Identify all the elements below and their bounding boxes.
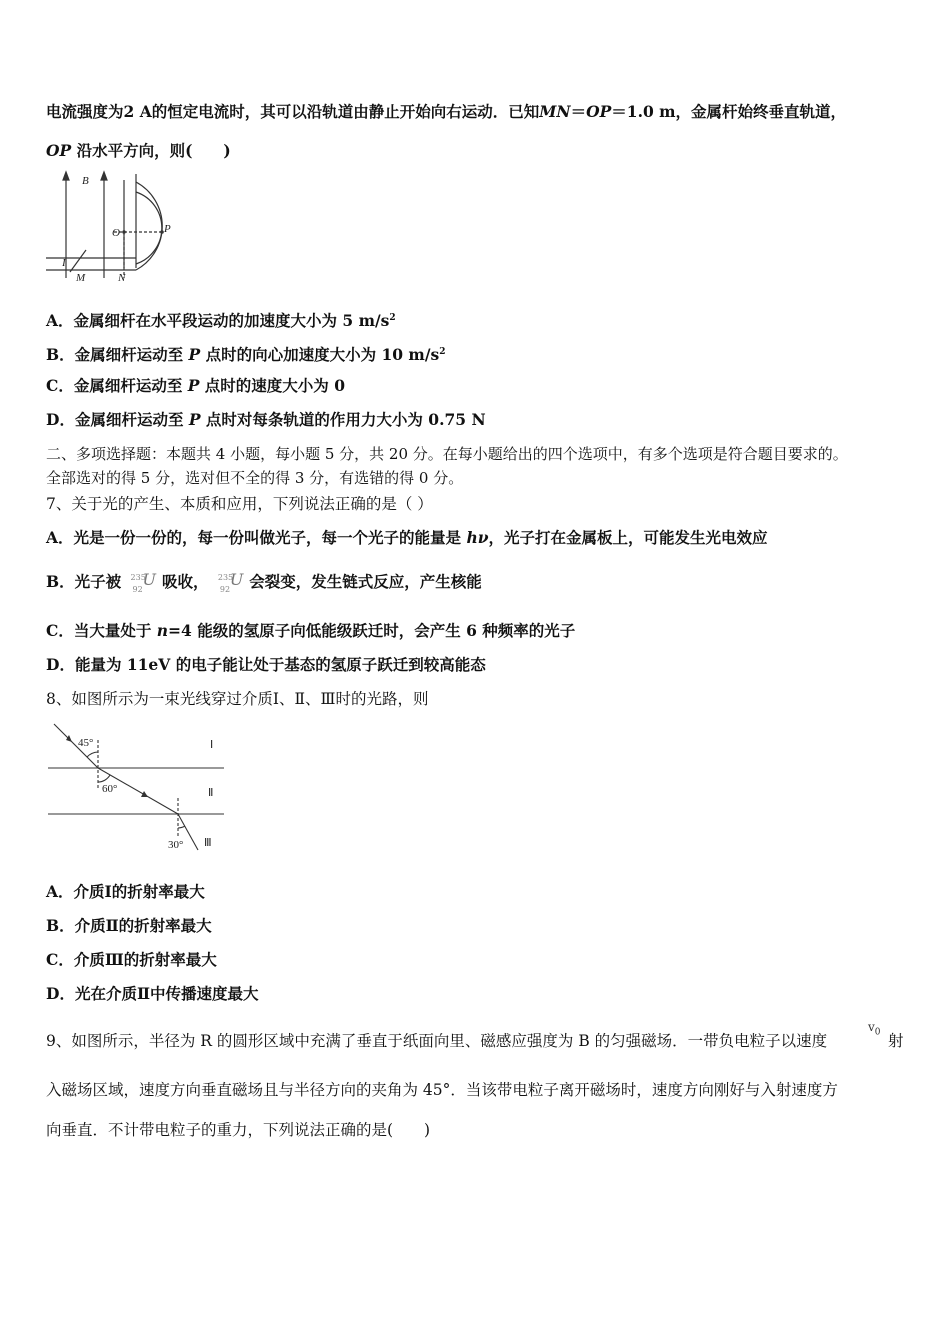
superscript: 2 xyxy=(389,313,396,323)
q7-option-d xyxy=(46,655,486,675)
arrow-head-icon xyxy=(141,791,148,797)
section-2-instructions-1: 二、多项选择题：本题共 4 小题，每小题 5 分，共 20 分。在每小题给出的四个选项中，有多个选项是符合题目要求的。 xyxy=(46,445,848,463)
arrow-head-icon xyxy=(63,172,69,180)
q9-line-3: 向垂直．不计带电粒子的重力，下列说法正确的是( ) xyxy=(46,1121,431,1139)
q9-line-2: 入磁场区域，速度方向垂直磁场且与半径方向的夹角为 45°．当该带电粒子离开磁场时，速度方向刚好与入射速度方 xyxy=(46,1081,838,1099)
angle-30-label: 30° xyxy=(168,839,184,851)
option-letter: B． xyxy=(46,916,75,935)
v-symbol: v xyxy=(868,1020,875,1034)
q7-option-b xyxy=(46,572,482,594)
option-letter: C． xyxy=(46,950,74,969)
mass-number: 235 xyxy=(217,573,234,582)
intro-text: 电流强度为 xyxy=(46,102,124,121)
option-text: 点时对每条轨道的作用力大小为 0.75 N xyxy=(200,410,486,429)
option-text: 吸收， xyxy=(161,572,209,591)
element-symbol: U xyxy=(142,570,157,589)
option-letter: C． xyxy=(46,376,74,395)
option-text: 介质Ⅰ的折射率最大 xyxy=(73,882,205,901)
rail-semicircle-inner xyxy=(136,192,162,264)
label-n: N xyxy=(118,272,126,284)
intro-line-1 xyxy=(46,102,846,122)
option-text: =4 能级的氢原子向低能级跃迁时，会产生 6 种频率的光子 xyxy=(168,621,576,640)
q8-option-c xyxy=(46,950,217,970)
equals-sign: ＝ xyxy=(570,102,587,121)
angle-45-label: 45° xyxy=(78,737,94,749)
subscript: 0 xyxy=(874,1027,881,1038)
q9-line-1 xyxy=(46,1031,827,1051)
option-text: 金属细杆在水平段运动的加速度大小为 5 m/s xyxy=(73,311,390,330)
point-o xyxy=(122,230,126,234)
section-2-instructions-2: 全部选对的得 5 分，选对但不全的得 3 分，有选错的得 0 分。 xyxy=(46,469,464,487)
angle-60-label: 60° xyxy=(102,783,118,795)
q8-option-d xyxy=(46,984,259,1004)
metal-rod xyxy=(70,250,86,272)
var-p: P xyxy=(188,345,201,364)
q9-text: 9、如图所示，半径为 R 的圆形区域中充满了垂直于纸面向里、磁感应强度为 B 的匀强磁场．一带负电粒子以速度 xyxy=(46,1032,828,1050)
q7-option-a xyxy=(46,528,767,548)
option-letter: A． xyxy=(46,882,74,901)
current-value: 2 A xyxy=(123,102,152,121)
option-text: 点时的速度大小为 0 xyxy=(199,376,345,395)
option-letter: C． xyxy=(46,621,74,640)
var-op: OP xyxy=(586,102,612,121)
medium-2-label: Ⅱ xyxy=(208,787,214,799)
option-text: 点时的向心加速度大小为 10 m/s xyxy=(200,345,440,364)
option-text: 介质Ⅲ的折射率最大 xyxy=(73,950,217,969)
equals-sign: ＝ xyxy=(611,102,627,121)
option-letter: D． xyxy=(46,655,75,674)
angle-arc-60 xyxy=(98,775,110,782)
q6-option-d xyxy=(46,410,486,430)
intro-text: ，金属杆始终垂直轨道， xyxy=(675,102,847,121)
var-op: OP xyxy=(46,141,72,160)
q6-option-c xyxy=(46,376,345,396)
medium-1-label: Ⅰ xyxy=(210,739,214,751)
label-p: P xyxy=(164,223,171,235)
q7-stem: 7、关于光的产生、本质和应用，下列说法正确的是（ ） xyxy=(46,495,433,513)
option-text: ，光子打在金属板上，可能发生光电效应 xyxy=(488,528,768,547)
q6-option-a xyxy=(46,308,396,331)
option-text: 光是一份一份的，每一份叫做光子，每一个光子的能量是 xyxy=(73,528,467,547)
option-text: 金属细杆运动至 xyxy=(73,376,188,395)
option-letter: A． xyxy=(46,528,74,547)
charge-number: 92 xyxy=(132,585,143,594)
option-text: 光在介质Ⅱ中传播速度最大 xyxy=(74,984,259,1003)
option-text: 当大量处于 xyxy=(73,621,157,640)
option-text: 金属细杆运动至 xyxy=(74,410,189,429)
medium-3-label: Ⅲ xyxy=(204,837,212,849)
option-text: 介质Ⅱ的折射率最大 xyxy=(74,916,212,935)
length-value: 1.0 m xyxy=(626,102,676,121)
option-letter: B． xyxy=(46,572,75,591)
q8-option-a xyxy=(46,882,205,902)
angle-arc-45 xyxy=(87,752,98,757)
arrow-head-icon xyxy=(101,172,107,180)
arrow-head-icon xyxy=(66,735,72,742)
uranium-235-nuclide xyxy=(127,572,157,594)
q8-stem: 8、如图所示为一束光线穿过介质Ⅰ、Ⅱ、Ⅲ时的光路，则 xyxy=(46,690,429,708)
intro-text: 沿水平方向，则( ) xyxy=(76,141,231,160)
var-n: n xyxy=(156,621,169,640)
option-text: 会裂变，发生链式反应，产生核能 xyxy=(249,572,482,591)
var-p: P xyxy=(187,376,200,395)
var-p: P xyxy=(188,410,201,429)
option-letter: D． xyxy=(46,410,75,429)
q7-option-c xyxy=(46,621,575,641)
uranium-235-nuclide xyxy=(214,572,244,594)
option-letter: A． xyxy=(46,311,74,330)
var-hv: hν xyxy=(466,528,489,547)
q9-line-1-tail: 射 xyxy=(888,1032,904,1050)
refraction-diagram xyxy=(44,720,234,860)
option-letter: D． xyxy=(46,984,75,1003)
velocity-v0 xyxy=(868,1020,881,1037)
intro-line-2 xyxy=(46,141,231,161)
angle-arc-30 xyxy=(178,826,185,828)
label-i: I xyxy=(62,257,66,269)
charge-number: 92 xyxy=(219,585,231,594)
label-o: O xyxy=(112,227,120,239)
intro-text: 的恒定电流时，其可以沿轨道由静止开始向右运动．已知 xyxy=(151,102,540,121)
option-letter: B． xyxy=(46,345,75,364)
superscript: 2 xyxy=(439,347,446,357)
element-symbol: U xyxy=(229,570,244,589)
var-mn: MN xyxy=(539,102,571,121)
q6-option-b xyxy=(46,342,446,365)
mass-number: 235 xyxy=(130,573,146,582)
option-text: 光子被 xyxy=(74,572,122,591)
label-b: B xyxy=(82,175,89,187)
option-text: 金属细杆运动至 xyxy=(74,345,189,364)
option-text: 能量为 11eV 的电子能让处于基态的氢原子跃迁到较高能态 xyxy=(74,655,486,674)
label-m: M xyxy=(76,272,86,284)
q8-option-b xyxy=(46,916,212,936)
rail-diagram xyxy=(44,168,184,284)
